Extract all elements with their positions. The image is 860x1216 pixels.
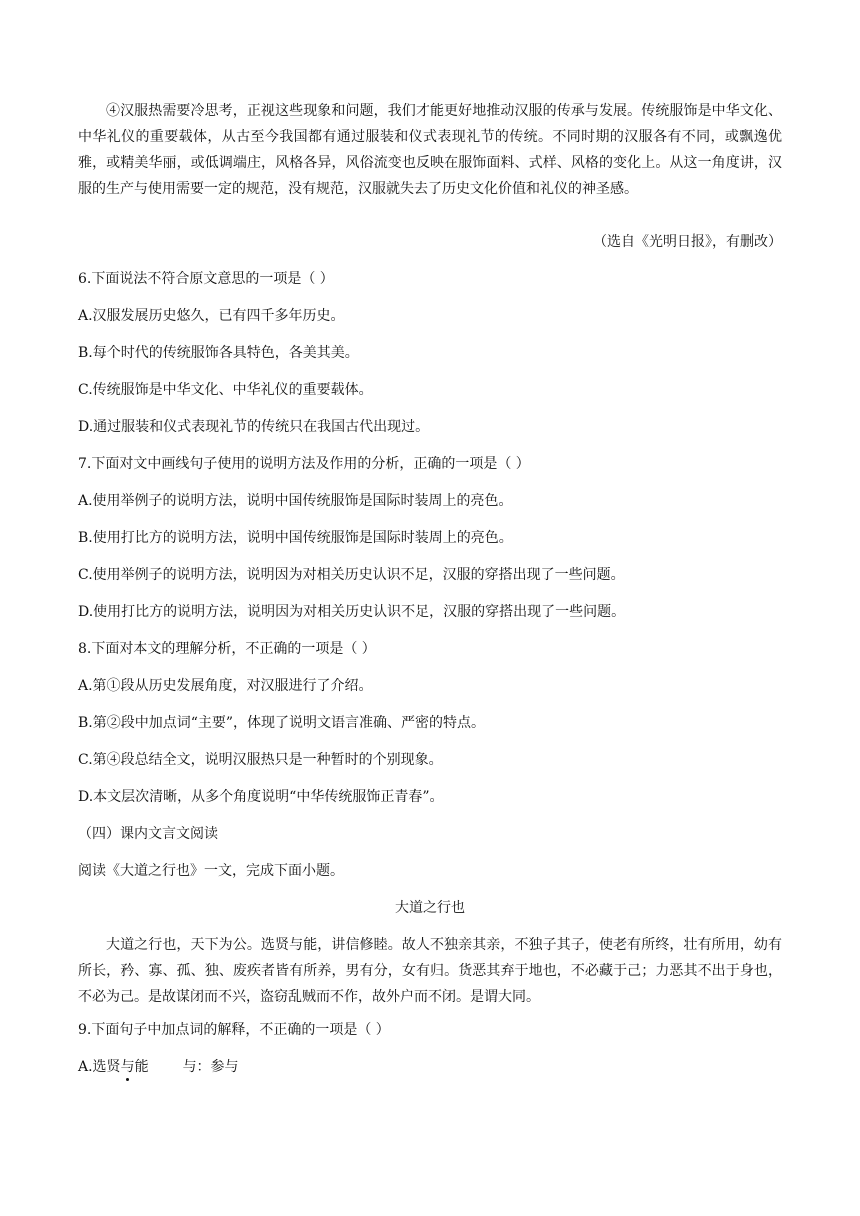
question-9-stem: 9.下面句子中加点词的解释，不正确的一项是（ ）: [78, 1022, 390, 1038]
question-7-option-a: A.使用举例子的说明方法，说明中国传统服饰是国际时装周上的亮色。: [78, 493, 513, 509]
question-8-option-c: C.第④段总结全文，说明汉服热只是一种暂时的个别现象。: [78, 752, 443, 768]
question-7-stem: 7.下面对文中画线句子使用的说明方法及作用的分析，正确的一项是（ ）: [78, 456, 530, 472]
question-6-stem: 6.下面说法不符合原文意思的一项是（ ）: [78, 271, 334, 287]
question-8-option-d: D.本文层次清晰，从多个角度说明“中华传统服饰正青春”。: [78, 789, 444, 805]
question-6-option-c: C.传统服饰是中华文化、中华礼仪的重要载体。: [78, 382, 373, 398]
passage-paragraph-4: ④汉服热需要冷思考，正视这些现象和问题，我们才能更好地推动汉服的传承与发展。传统服饰是中华文化、中华礼仪的重要载体，从古至今我国都有通过服装和仪式表现礼节的传统。不同时期的汉服各有不同，或飘逸优雅，或精美华丽，或低调端庄，风格各异，风俗流变也反映在服饰面料、式样、风格的变化上。从这一角度讲，汉服的生产与使用需要一定的规范，没有规范，汉服就失去了历史文化价值和礼仪的神圣感。: [78, 103, 782, 197]
question-6-option-a: A.汉服发展历史悠久，已有四千多年历史。: [78, 308, 345, 324]
question-8-option-a: A.第①段从历史发展角度，对汉服进行了介绍。: [78, 678, 373, 694]
option-a-prefix: A.选贤: [78, 1059, 121, 1075]
reading-instruction: 阅读《大道之行也》一文，完成下面小题。: [78, 863, 344, 879]
question-8-stem: 8.下面对本文的理解分析，不正确的一项是（ ）: [78, 641, 376, 657]
source-citation: （选自《光明日报》，有删改）: [593, 234, 782, 250]
question-6-option-d: D.通过服装和仪式表现礼节的传统只在我国古代出现过。: [78, 419, 430, 435]
option-a-gloss: 与：参与: [182, 1059, 239, 1075]
option-a-suffix: 能: [134, 1059, 149, 1075]
dotted-word: 与: [120, 1059, 135, 1075]
section-heading: （四）课内文言文阅读: [78, 826, 218, 842]
classical-text-body: 大道之行也，天下为公。选贤与能，讲信修睦。故人不独亲其亲，不独子其子，使老有所终，壮有所用，幼有所长，矜、寡、孤、独、废疾者皆有所养，男有分，女有归。货恶其弃于地也，不必藏于己；力恶其不出于身也，不必为己。是故谋闭而不兴，盗窃乱贼而不作，故外户而不闭。是谓大同。: [78, 937, 782, 1005]
question-7-option-b: B.使用打比方的说明方法，说明中国传统服饰是国际时装周上的亮色。: [78, 530, 513, 546]
question-7-option-d: D.使用打比方的说明方法，说明因为对相关历史认识不足，汉服的穿搭出现了一些问题。: [78, 604, 626, 620]
question-6-option-b: B.每个时代的传统服饰各具特色，各美其美。: [78, 345, 359, 361]
question-7-option-c: C.使用举例子的说明方法，说明因为对相关历史认识不足，汉服的穿搭出现了一些问题。: [78, 567, 625, 583]
question-8-option-b: B.第②段中加点词“主要”，体现了说明文语言准确、严密的特点。: [78, 715, 486, 731]
question-9-option-a: [78, 1058, 239, 1076]
classical-text-title: 大道之行也: [395, 900, 465, 916]
